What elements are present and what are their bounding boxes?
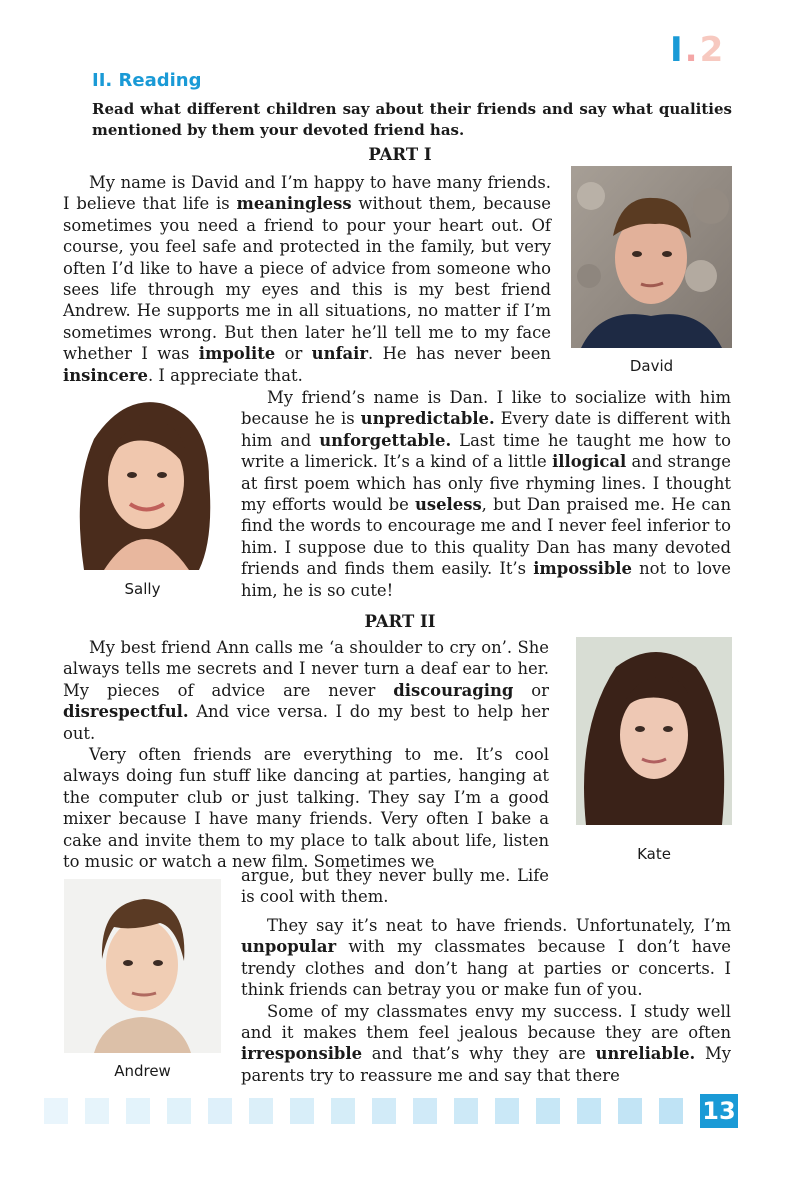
stripe-square [167,1098,191,1124]
lesson-number: 2 [699,30,726,70]
page-number: 13 [702,1097,736,1125]
keyword: useless [414,495,482,515]
stripe-square [208,1098,232,1124]
sally-portrait-image [64,389,221,570]
stripe-square [372,1098,396,1124]
keyword: insincere [63,365,148,385]
david-paragraph [63,172,551,386]
stripe-square [249,1098,273,1124]
kate-caption: Kate [637,845,671,863]
keyword: impolite [198,344,276,364]
sally-caption: Sally [124,580,161,598]
kate-text-2-end: argue, but they never bully me. Life is cool with them. [241,866,549,907]
keyword: illogical [552,452,627,472]
keyword: unpredictable. [360,409,495,429]
andrew-text-1: They say it’s neat to have friends. Unfortunately, I’m unpopular with my classmates because I don’t have trendy clothes and don’t hang at parties or concerts. I think friends can betray you or make fun of you. [241,916,731,1000]
sally-photo [64,389,221,570]
instruction: Read what different children say about their friends and say what qualities mentioned by them your devoted friend has. [92,100,732,139]
stripe-square [290,1098,314,1124]
stripe-square [331,1098,355,1124]
stripe-square [577,1098,601,1124]
part-1-heading: PART I [368,145,432,164]
andrew-caption: Andrew [114,1062,171,1080]
stripe-square [85,1098,109,1124]
keyword: unreliable. [595,1044,696,1064]
kate-photo [576,637,732,825]
kate-paragraph-end [241,865,549,908]
andrew-text-2: Some of my classmates envy my success. I study well and it makes them feel jealous because they are often irresponsible and that’s why they are unreliable. My parents try to reassure me and say that there [241,1001,731,1085]
david-text: My name is David and I’m happy to have many friends. I believe that life is meaningless without them, because sometimes you need a friend to pour your heart out. Of course, you feel safe and protected in the family, but very often I’d like to have a piece of advice from someone who sees life through my eyes and this is my best friend Andrew. He supports me in all situations, no matter if I’m sometimes wrong. But then later he’ll tell me to my face whether I was impolite or unfair. He has never been insincere. I appreciate that. [63,173,551,385]
marker-dot: . [684,30,700,70]
keyword: unforgettable. [319,430,452,450]
keyword: disrespectful. [63,702,189,722]
section-title: II. Reading [92,70,202,91]
stripe-square [126,1098,150,1124]
stripe-square [659,1098,683,1124]
stripe-square [536,1098,560,1124]
stripe-square [495,1098,519,1124]
page-number-box [700,1094,738,1128]
keyword: meaningless [236,194,352,214]
kate-portrait-image [576,637,732,825]
part-2-heading: PART II [364,612,436,631]
keyword: unpopular [241,937,337,957]
andrew-portrait-image [64,879,221,1053]
sally-paragraph [241,387,731,601]
kate-paragraph [63,637,549,872]
andrew-photo [64,879,221,1053]
stripe-square [44,1098,68,1124]
unit-number: I [670,30,685,70]
keyword: irresponsible [241,1044,363,1064]
stripe-square [454,1098,478,1124]
stripe-square [618,1098,642,1124]
keyword: unfair [311,344,369,364]
andrew-paragraph [241,915,731,1086]
keyword: impossible [533,559,632,579]
david-photo [571,166,732,348]
kate-text-1: My best friend Ann calls me ‘a shoulder to cry on’. She always tells me secrets and I never turn a deaf ear to her. My pieces of advice are never discouraging or disrespectful. And vice versa. I do my best to help her out. [63,638,549,743]
kate-text-2: Very often friends are everything to me. It’s cool always doing fun stuff like dancing at parties, hanging at the computer club or just talking. They say I’m a good mixer because I have many friends. Very often I bake a cake and invite them to my place to talk about life, listen to music or watch a new film. Sometimes we [63,745,549,872]
keyword: discouraging [393,680,514,700]
david-caption: David [629,357,674,375]
stripe-square [413,1098,437,1124]
david-portrait-image [571,166,732,348]
lesson-marker [670,30,725,70]
sally-text: My friend’s name is Dan. I like to socialize with him because he is unpredictable. Every date is different with him and unforgettable. Last time he taught me how to write a limerick. It’s a kind of a little illogical and strange at first poem which has only five rhyming lines. I thought my efforts would be useless, but Dan praised me. He can find the words to encourage me and I never feel inferior to him. I suppose due to this quality Dan has many devoted friends and finds them easily. It’s impossible not to love him, he is so cute! [241,388,731,600]
